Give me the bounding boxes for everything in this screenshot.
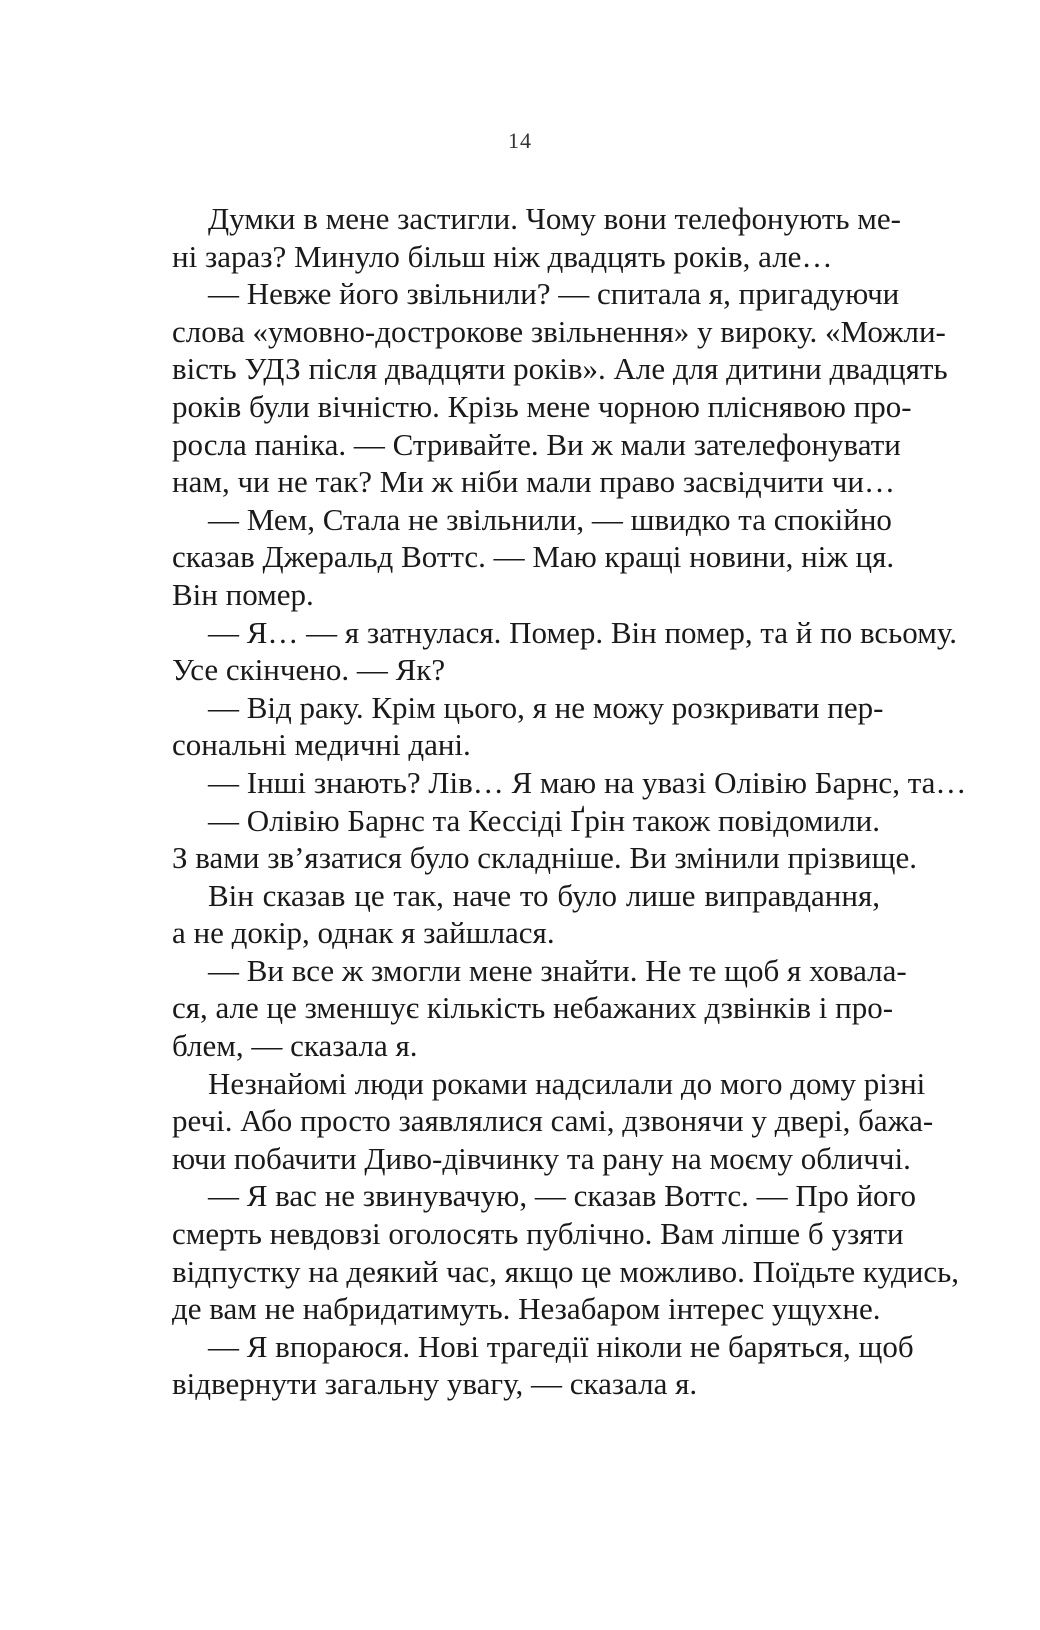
body-text xyxy=(172,200,967,1403)
text-line: вість УДЗ після двадцяти років». Але для дитини двадцять xyxy=(172,351,948,387)
text-line: — Я вас не звинувачую, — сказав Воттс. — Про його xyxy=(208,1178,917,1214)
text-line: — Я впораюся. Нові трагедії ніколи не баряться, щоб xyxy=(208,1328,914,1364)
text-line: де вам не набридатимуть. Незабаром інтерес ущухне. xyxy=(172,1291,881,1327)
text-line: — Інші знають? Лів… Я маю на увазі Олівію Барнс, та… xyxy=(208,764,967,800)
text-line: відпустку на деякий час, якщо це можливо. Поїдьте кудись, xyxy=(172,1253,960,1289)
text-line: росла паніка. — Стривайте. Ви ж мали зателефонувати xyxy=(172,426,901,462)
text-line: Незнайомі люди роками надсилали до мого дому різні xyxy=(208,1065,926,1101)
text-line: смерть невдовзі оголосять публічно. Вам ліпше б узяти xyxy=(172,1216,904,1252)
text-line: нам, чи не так? Ми ж ніби мали право засвідчити чи… xyxy=(172,464,895,500)
text-line: Усе скінчено. — Як? xyxy=(172,652,446,688)
text-line: речі. Або просто заявлялися самі, дзвонячи у двері, бажа- xyxy=(172,1103,934,1139)
text-line: а не докір, однак я зайшлася. xyxy=(172,915,555,951)
text-line: — Я… — я затнулася. Помер. Він помер, та й по всьому. xyxy=(208,614,957,650)
text-line: сказав Джеральд Воттс. — Маю кращі новини, ніж ця. xyxy=(172,539,895,575)
text-line: років були вічністю. Крізь мене чорною пліснявою про- xyxy=(172,388,912,424)
text-line: ся, але це зменшує кількість небажаних дзвінків і про- xyxy=(172,990,894,1026)
text-line: — Невже його звільнили? — спитала я, пригадуючи xyxy=(208,276,900,312)
text-line: ні зараз? Минуло більш ніж двадцять років, але… xyxy=(172,238,833,274)
text-line: Думки в мене застигли. Чому вони телефонують ме- xyxy=(208,201,901,236)
text-line: ючи побачити Диво-дівчинку та рану на моєму обличчі. xyxy=(172,1140,911,1176)
text-line: сональні медичні дані. xyxy=(172,727,471,763)
text-line: блем, — сказала я. xyxy=(172,1028,418,1064)
text-line: Він помер. xyxy=(172,576,314,612)
text-line: — Мем, Стала не звільнили, — швидко та спокійно xyxy=(208,501,892,537)
text-line: слова «умовно-дострокове звільнення» у вироку. «Можли- xyxy=(172,313,946,349)
text-line: відвернути загальну увагу, — сказала я. xyxy=(172,1366,698,1402)
text-line: З вами зв’язатися було складніше. Ви змінили прізвище. xyxy=(172,840,917,876)
text-line: Він сказав це так, наче то було лише виправдання, xyxy=(208,877,880,913)
text-line: — Від раку. Крім цього, я не можу розкривати пер- xyxy=(208,689,884,725)
text-line: — Олівію Барнс та Кессіді Ґрін також повідомили. xyxy=(208,802,880,838)
text-line: — Ви все ж змогли мене знайти. Не те щоб я ховала- xyxy=(208,952,907,988)
page-number: 14 xyxy=(508,128,532,153)
